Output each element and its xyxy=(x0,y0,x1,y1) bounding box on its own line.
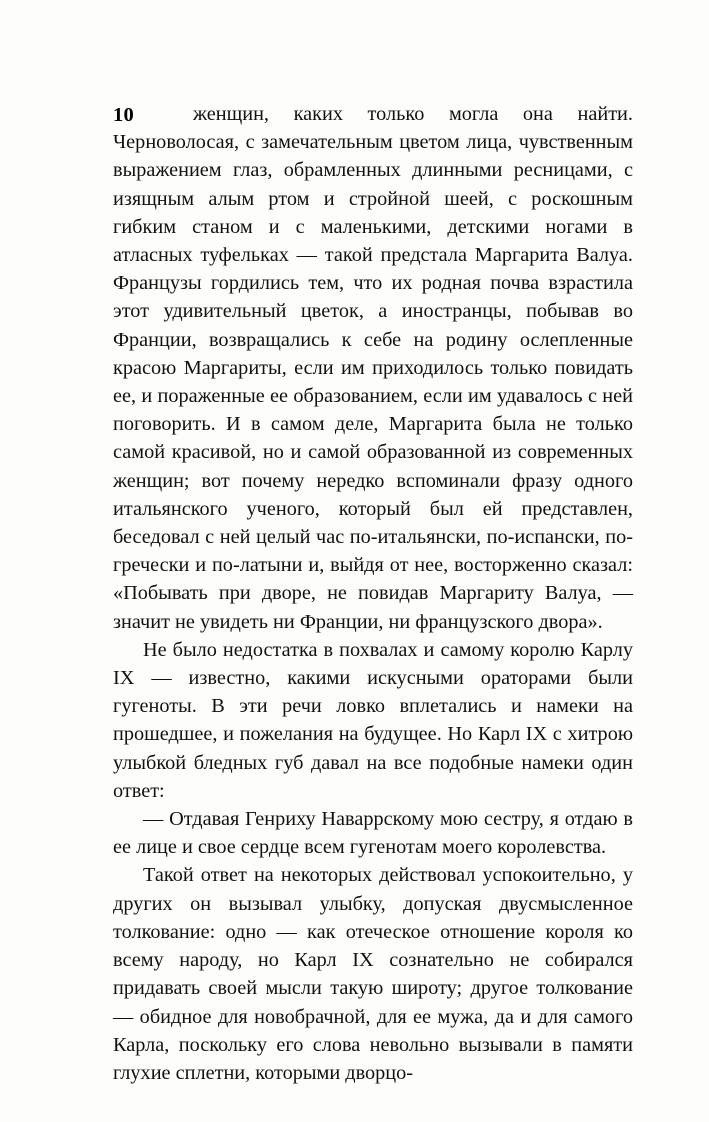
paragraph: — Отдавая Генриху Наваррскому мою сестру, я отдаю в ее лице и свое сердце всем гугенотам моего королевства. xyxy=(113,808,633,859)
paragraph: женщин, каких только могла она найти. Черноволосая, с замечательным цветом лица, чувственным выражением глаз, обрамленных длинными ресницами, с изящным алым ртом и стройной шеей, с роскошным гибким станом и с маленькими, детскими ногами в атласных туфельках — такой предстала Маргарита Валуа. Французы гордились тем, что их родная почва взрастила этот удивительный цветок, а иностранцы, побывав во Франции, возвращались к себе на родину ослепленные красою Маргариты, если им приходилось только повидать ее, и пораженные ее образованием, если им удавалось с ней поговорить. И в самом деле, Маргарита была не только самой красивой, но и самой образованной из современных женщин; вот почему нередко вспоминали фразу одного итальянского ученого, который был ей представлен, беседовал с ней целый час по-итальянски, по-испански, по-гречески и по-латыни и, выйдя от нее, восторженно сказал: «Побывать при дворе, не повидав Маргариту Валуа, — значит не увидеть ни Франции, ни французского двора». xyxy=(113,103,633,633)
page-number: 10 xyxy=(113,104,134,126)
page-text-block xyxy=(113,100,633,1087)
paragraph: Такой ответ на некоторых действовал успокоительно, у других он вызывал улыбку, допуская двусмысленное толкование: одно — как отеческое отношение короля ко всему народу, но Карл IX сознательно не собирался придавать своей мысли такую широту; другое толкование — обидное для новобрачной, для ее мужа, да и для самого Карла, поскольку его слова невольно вызывали в памяти глухие сплетни, которыми дворцо- xyxy=(113,864,633,1084)
paragraph: Не было недостатка в похвалах и самому королю Карлу IX — известно, какими искусными ораторами были гугеноты. В эти речи ловко вплетались и намеки на прошедшее, и пожелания на будущее. Но Карл IX с хитрою улыбкой бледных губ давал на все подобные намеки один ответ: xyxy=(113,638,633,802)
